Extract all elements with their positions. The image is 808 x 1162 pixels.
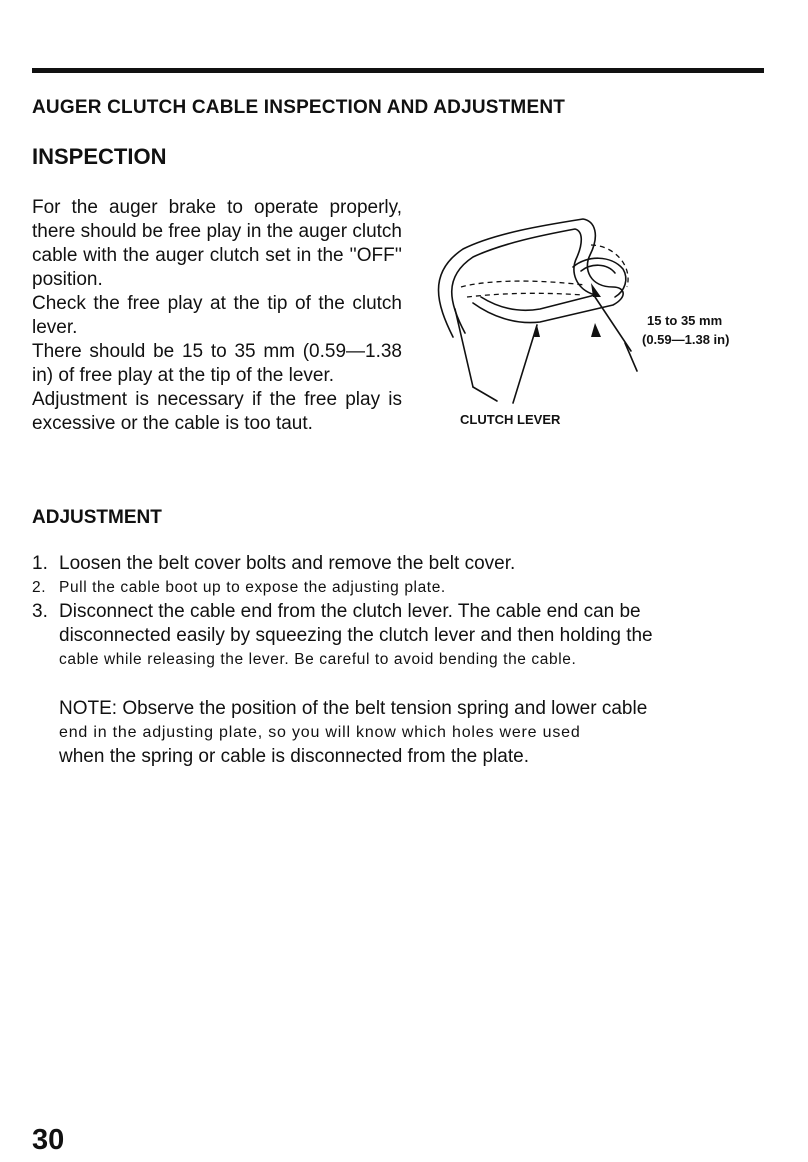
section-title: AUGER CLUTCH CABLE INSPECTION AND ADJUSTMENT bbox=[32, 97, 566, 118]
clutch-lever-figure bbox=[415, 205, 785, 440]
clutch-lever-label: CLUTCH LEVER bbox=[460, 412, 561, 427]
grip-line bbox=[455, 309, 473, 387]
free-play-in-label: (0.59—1.38 in) bbox=[642, 332, 730, 347]
range-leader-2 bbox=[625, 343, 637, 371]
inspection-paragraph: There should be 15 to 35 mm (0.59—1.38 in) of free play at the tip of the lever. bbox=[32, 341, 402, 386]
step-text: Disconnect the cable end from the clutch lever. The cable end can be bbox=[59, 601, 641, 622]
step-text: Pull the cable boot up to expose the adjusting plate. bbox=[59, 579, 446, 596]
lever-top bbox=[573, 258, 626, 297]
lever-leader bbox=[513, 325, 537, 403]
note-block bbox=[59, 697, 769, 769]
lever-inner bbox=[581, 265, 615, 273]
free-play-mm-label: 15 to 35 mm bbox=[647, 313, 723, 328]
step-number: 2. bbox=[32, 579, 47, 596]
step-number: 3. bbox=[32, 601, 48, 622]
inspection-text bbox=[32, 196, 402, 436]
handle-outer bbox=[439, 219, 624, 337]
step-number: 1. bbox=[32, 553, 48, 574]
arrow-icon bbox=[591, 323, 601, 337]
step-item bbox=[32, 552, 770, 576]
page-number: 30 bbox=[32, 1124, 65, 1156]
adjustment-steps bbox=[32, 552, 770, 672]
dashed-lever-outline bbox=[461, 281, 585, 287]
grip-end bbox=[473, 387, 497, 401]
adjustment-heading: ADJUSTMENT bbox=[32, 507, 162, 528]
step-item bbox=[32, 576, 770, 600]
step-text: disconnected easily by squeezing the clutch lever and then holding the bbox=[59, 625, 653, 646]
clutch-lever-illustration bbox=[415, 205, 785, 440]
header-rule bbox=[32, 68, 764, 73]
note-text: when the spring or cable is disconnected from the plate. bbox=[59, 746, 529, 767]
inspection-paragraph: For the auger brake to operate properly, there should be free play in the auger clutch cable with the auger clutch set in the ''OFF'' position. bbox=[32, 197, 402, 290]
inspection-paragraph: Adjustment is necessary if the free play is excessive or the cable is too taut. bbox=[32, 389, 402, 434]
inspection-paragraph: Check the free play at the tip of the clutch lever. bbox=[32, 293, 402, 338]
step-text: Loosen the belt cover bolts and remove the belt cover. bbox=[59, 553, 516, 574]
inspection-heading: INSPECTION bbox=[32, 144, 167, 169]
note-text: end in the adjusting plate, so you will know which holes were used bbox=[59, 724, 581, 741]
note-text: NOTE: Observe the position of the belt tension spring and lower cable bbox=[59, 698, 648, 719]
step-item bbox=[32, 600, 770, 672]
step-text: cable while releasing the lever. Be careful to avoid bending the cable. bbox=[59, 651, 577, 668]
dashed-lever-outline-2 bbox=[467, 293, 583, 297]
